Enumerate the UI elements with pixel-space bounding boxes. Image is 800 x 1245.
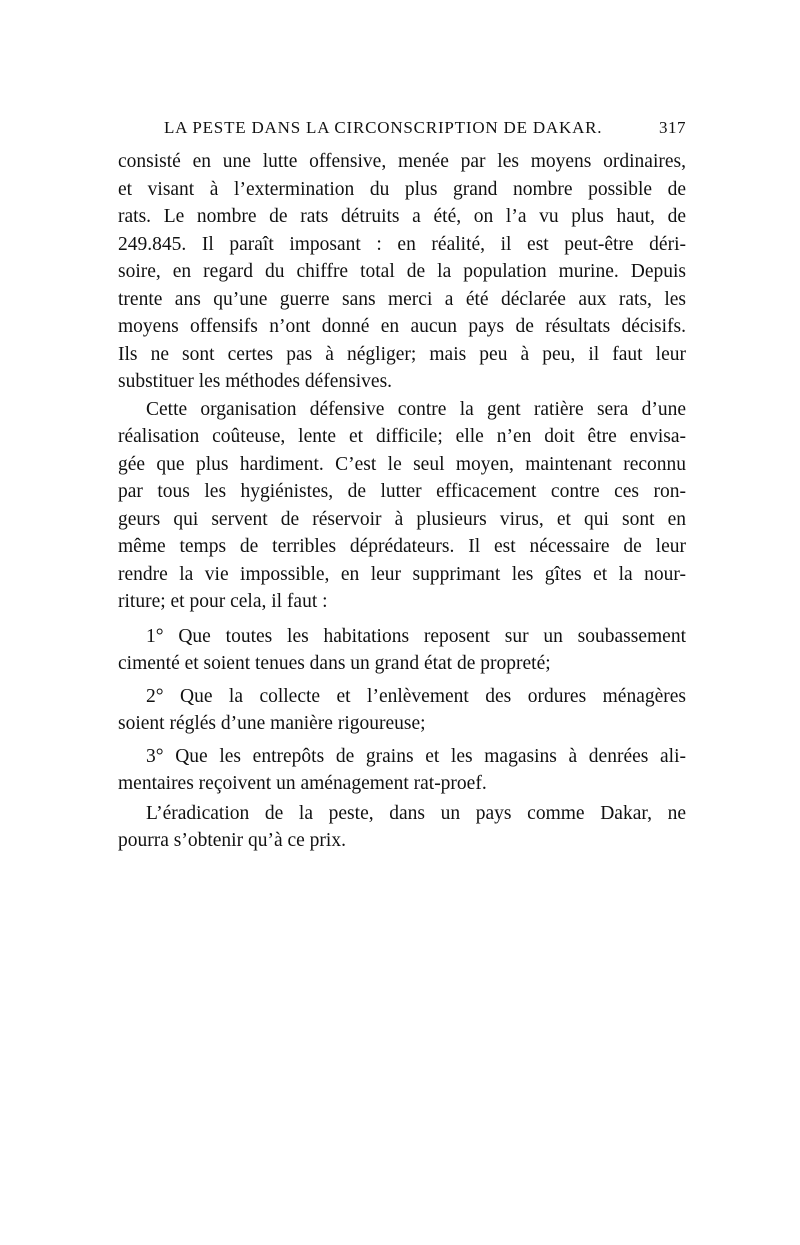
text-line: trente ans qu’une guerre sans merci a été déclarée aux rats, les: [118, 288, 686, 310]
text-line: par tous les hygiénistes, de lutter efficacement contre ces ron-: [118, 481, 686, 502]
list-item-3: [118, 743, 686, 798]
text-line: soient réglés d’une manière rigoureuse;: [118, 713, 426, 734]
text-line: pourra s’obtenir qu’à ce prix.: [118, 830, 346, 851]
text-line: mentaires reçoivent un aménagement rat-proef.: [118, 773, 487, 794]
text-line: geurs qui servent de réservoir à plusieurs virus, et qui sont en: [118, 508, 686, 530]
running-title: LA PESTE DANS LA CIRCONSCRIPTION DE DAKAR.: [164, 118, 603, 137]
text-line: soire, en regard du chiffre total de la population murine. Depuis: [118, 261, 686, 282]
page-number: 317: [659, 118, 686, 137]
text-line: substituer les méthodes défensives.: [118, 371, 393, 392]
text-line: même temps de terribles déprédateurs. Il est nécessaire de leur: [118, 536, 686, 557]
text-line: L’éradication de la peste, dans un pays comme Dakar, ne: [146, 802, 686, 824]
text-line: moyens offensifs n’ont donné en aucun pays de résultats décisifs.: [118, 316, 686, 337]
text-line: Cette organisation défensive contre la gent ratière sera d’une: [146, 398, 686, 420]
text-line: Ils ne sont certes pas à négliger; mais peu à peu, il faut leur: [118, 343, 686, 365]
text-line: rats. Le nombre de rats détruits a été, on l’a vu plus haut, de: [118, 206, 686, 227]
running-head: [118, 118, 686, 138]
text-line: 2° Que la collecte et l’enlèvement des ordures ménagères: [146, 685, 686, 707]
text-line: rendre la vie impossible, en leur supprimant les gîtes et la nour-: [118, 563, 686, 585]
body-text: [118, 148, 686, 855]
paragraph-continuation: [118, 148, 686, 396]
text-line: riture; et pour cela, il faut :: [118, 591, 328, 612]
text-line: consisté en une lutte offensive, menée par les moyens ordinaires,: [118, 151, 686, 172]
text-line: 249.845. Il paraît imposant : en réalité, il est peut-être déri-: [118, 233, 686, 255]
paragraph-defensive-organisation: [118, 396, 686, 616]
book-page: [118, 118, 686, 855]
text-line: réalisation coûteuse, lente et difficile; elle n’en doit être envisa-: [118, 426, 686, 447]
text-line: gée que plus hardiment. C’est le seul moyen, maintenant reconnu: [118, 453, 686, 475]
text-line: 1° Que toutes les habitations reposent sur un soubassement: [146, 625, 686, 647]
text-line: 3° Que les entrepôts de grains et les magasins à denrées ali-: [146, 745, 686, 767]
list-item-1: [118, 623, 686, 678]
paragraph-conclusion: [118, 800, 686, 855]
text-line: cimenté et soient tenues dans un grand état de propreté;: [118, 653, 551, 674]
list-item-2: [118, 683, 686, 738]
text-line: et visant à l’extermination du plus grand nombre possible de: [118, 178, 686, 200]
